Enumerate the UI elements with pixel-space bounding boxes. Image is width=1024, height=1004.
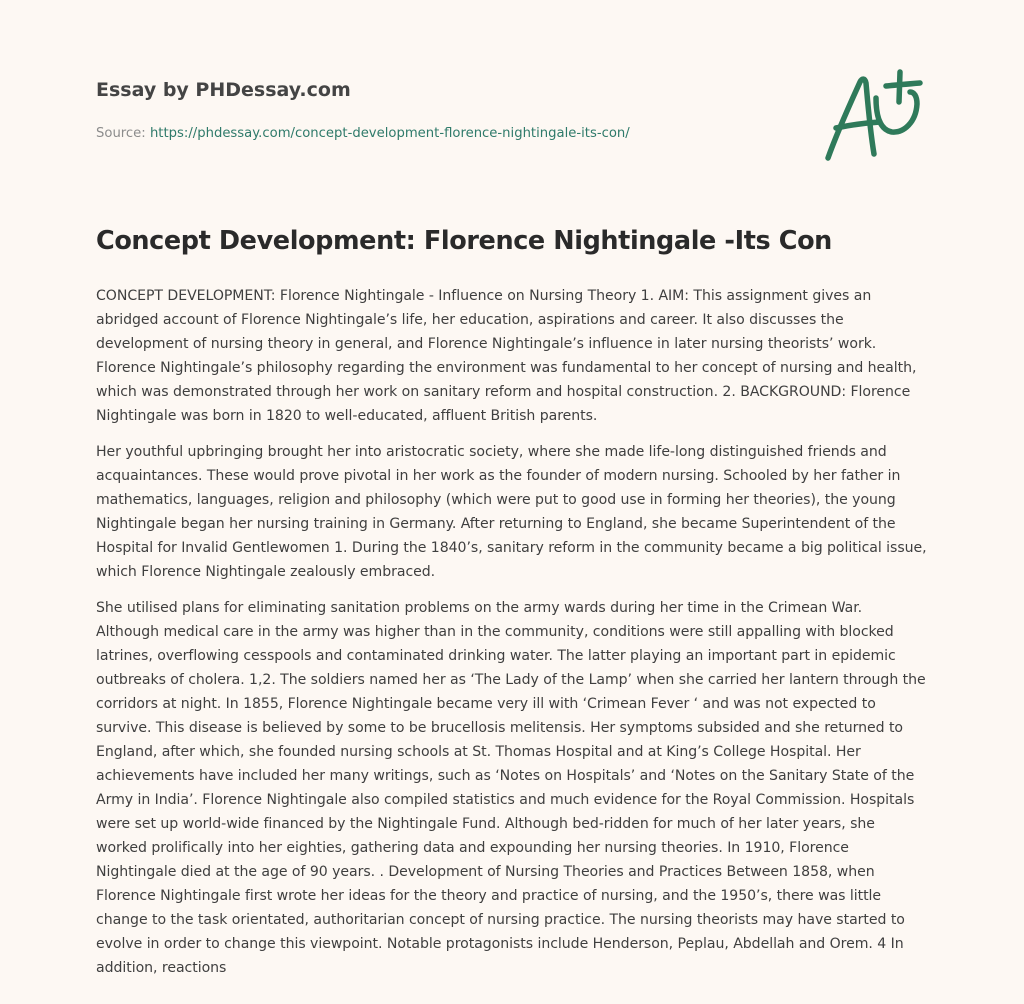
page-header [96,76,796,144]
source-link[interactable]: https://phdessay.com/concept-development-florence-nightingale-its-con/ [149,126,630,141]
essay-paragraph: CONCEPT DEVELOPMENT: Florence Nightingale - Influence on Nursing Theory 1. AIM: This assignment gives an abridged account of Florence Nightingale’s life, her education, aspirations and career. It also discusses the development of nursing theory in general, and Florence Nightingale’s influence in later nursing theorists’ work. Florence Nightingale’s philosophy regarding the environment was fundamental to her concept of nursing and health, which was demonstrated through her work on sanitary reform and hospital construction. 2. BACKGROUND: Florence Nightingale was born in 1820 to well-educated, affluent British parents. [96,288,917,424]
site-brand: Essay by PHDessay.com [96,79,351,101]
essay-body [96,284,928,992]
a-plus-logo-icon [820,68,930,168]
essay-title: Concept Development: Florence Nightingale -Its Con [96,226,832,256]
essay-paragraph: Her youthful upbringing brought her into aristocratic society, where she made life-long distinguished friends and acquaintances. These would prove pivotal in her work as the founder of modern nursing. Schooled by her father in mathematics, languages, religion and philosophy (which were put to good use in forming her theories), the young Nightingale began her nursing training in Germany. After returning to England, she became Superintendent of the Hospital for Invalid Gentlewomen 1. During the 1840’s, sanitary reform in the community became a big political issue, which Florence Nightingale zealously embraced. [96,444,927,580]
essay-paragraph: She utilised plans for eliminating sanitation problems on the army wards during her time in the Crimean War. Although medical care in the army was higher than in the community, conditions were still appalling with blocked latrines, overflowing cesspools and contaminated drinking water. The latter playing an important part in epidemic outbreaks of cholera. 1,2. The soldiers named her as ‘The Lady of the Lamp’ when she carried her lantern through the corridors at night. In 1855, Florence Nightingale became very ill with ‘Crimean Fever ‘ and was not expected to survive. This disease is believed by some to be brucellosis melitensis. Her symptoms subsided and she returned to England, after which, she founded nursing schools at St. Thomas Hospital and at King’s College Hospital. Her achievements have included her many writings, such as ‘Notes on Hospitals’ and ‘Notes on the Sanitary State of the Army in India’. Florence Nightingale also compiled statistics and much evidence for the Royal Commission. Hospitals were set up world-wide financed by the Nightingale Fund. Although bed-ridden for much of her later years, she worked prolifically into her eighties, gathering data and expounding her nursing theories. In 1910, Florence Nightingale died at the age of 90 years. . Development of Nursing Theories and Practices Between 1858, when Florence Nightingale first wrote her ideas for the theory and practice of nursing, and the 1950’s, there was little change to the task orientated, authoritarian concept of nursing practice. The nursing theorists may have started to evolve in order to change this viewpoint. Notable protagonists include Henderson, Peplau, Abdellah and Orem. 4 In addition, reactions [96,600,926,976]
source-line [96,124,796,144]
source-label: Source: [96,126,146,141]
